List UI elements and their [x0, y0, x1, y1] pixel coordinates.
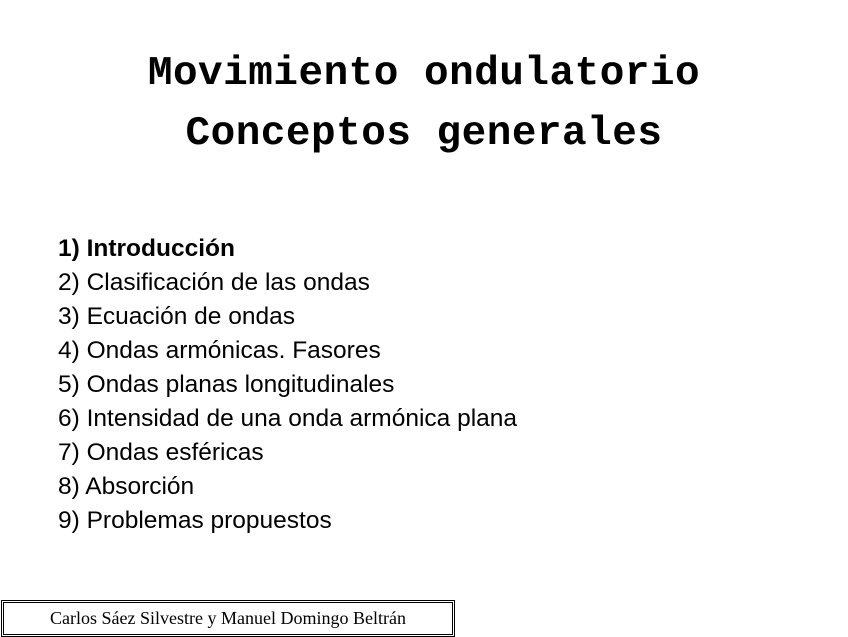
toc-item-absorcion: 8) Absorción	[58, 473, 195, 500]
toc-item-ondas-planas: 5) Ondas planas longitudinales	[58, 371, 395, 398]
toc-item-problemas: 9) Problemas propuestos	[58, 507, 332, 534]
toc-item-ondas-armonicas: 4) Ondas armónicas. Fasores	[58, 337, 381, 364]
toc-item-ondas-esfericas: 7) Ondas esféricas	[58, 439, 264, 466]
toc-item-ecuacion: 3) Ecuación de ondas	[58, 303, 295, 330]
footer-authors-box	[1, 600, 455, 637]
toc-item-clasificacion: 2) Clasificación de las ondas	[58, 269, 370, 296]
table-of-contents	[58, 232, 517, 538]
footer-authors: Carlos Sáez Silvestre y Manuel Domingo Beltrán	[50, 608, 406, 628]
toc-item-introduccion: 1) Introducción	[58, 235, 235, 262]
slide-title: Movimiento ondulatorio	[147, 51, 701, 97]
slide-subtitle: Conceptos generales	[185, 111, 663, 157]
toc-item-intensidad: 6) Intensidad de una onda armónica plana	[58, 405, 518, 432]
